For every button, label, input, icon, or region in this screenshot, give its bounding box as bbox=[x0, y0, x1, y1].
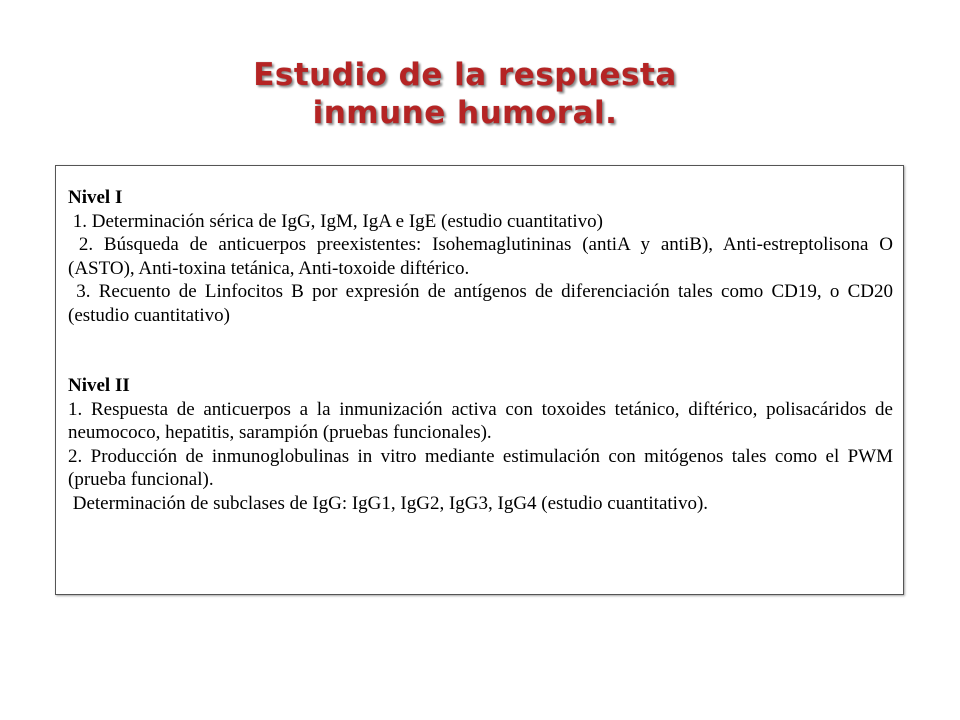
level-2-heading: Nivel II bbox=[68, 375, 130, 396]
level-1-section bbox=[68, 186, 898, 327]
slide-title-line-2: inmune humoral. bbox=[312, 95, 618, 131]
level-1-item-2: 2. Búsqueda de anticuerpos preexistentes: Isohemaglutininas (antiA y antiB), Anti-estreptolisona O (ASTO), Anti-toxina tetánica, Anti-toxoide diftérico. bbox=[68, 234, 898, 279]
level-2-item-2: 2. Producción de inmunoglobulinas in vitro mediante estimulación con mitógenos tales como el PWM (prueba funcional). bbox=[68, 445, 893, 490]
level-2-item-1: 1. Respuesta de anticuerpos a la inmunización activa con toxoides tetánico, diftérico, polisacáridos de neumococo, hepatitis, sarampión (pruebas funcionales). bbox=[68, 398, 893, 443]
content-box bbox=[55, 165, 904, 595]
level-1-item-3: 3. Recuento de Linfocitos B por expresión de antígenos de diferenciación tales como CD19, o CD20 (estudio cuantitativo) bbox=[68, 281, 898, 326]
level-1-item-1: 1. Determinación sérica de IgG, IgM, IgA e IgE (estudio cuantitativo) bbox=[68, 210, 603, 232]
level-2-section bbox=[68, 374, 893, 515]
level-2-item-3: Determinación de subclases de IgG: IgG1, IgG2, IgG3, IgG4 (estudio cuantitativo). bbox=[68, 492, 709, 514]
section-spacer bbox=[68, 327, 893, 374]
level-1-heading: Nivel I bbox=[68, 187, 123, 208]
slide-title-line-1: Estudio de la respuesta bbox=[253, 57, 677, 93]
slide-title bbox=[0, 56, 930, 132]
